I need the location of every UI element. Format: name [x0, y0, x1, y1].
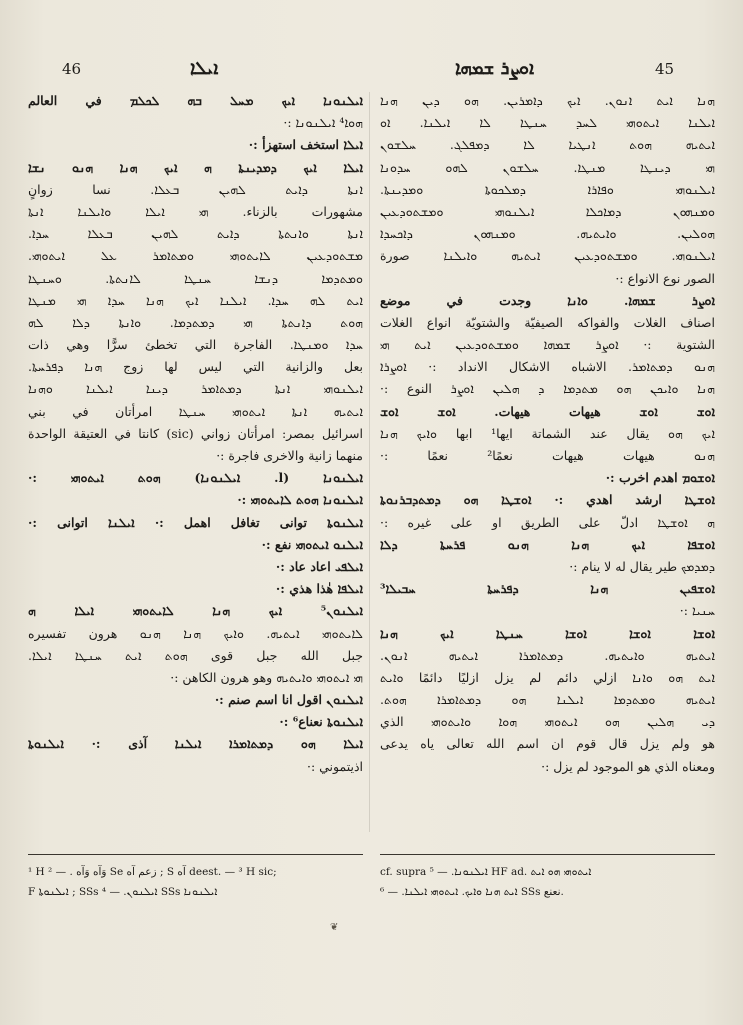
text-line: ܗܘܬ ܕܐܢܬܬܐ ܗܝ ܕܡܬܕܡܐ. ܘܐܢܬܐ ܕܠܐ ܠܗ	[28, 314, 363, 330]
text-line: ܐܝܠܢܘܬܐ توانى تغافل اهمل :· ܐܝܠܢܐ اتوانى :·	[28, 514, 363, 530]
text-line: ܐܝܠܐ استخف استهزأ :·	[248, 137, 363, 153]
text-line: ܗ ܐܘܫܛܐ ادلّ على الطريق او على غيره :·	[380, 514, 715, 530]
text-line: مشهورات بالزناء. ܗܝ ܐܝܠܐ ܘܐܝܠܢܐ ܐܢܬܐ	[28, 203, 363, 219]
text-line: الصور نوع الانواع :·	[615, 270, 715, 286]
text-line: ܐܘܫܛܐ ارشد اهدي :· ܐܘܫܛܐ ܗܘ ܕܡܬܕܒܪܢܘܬܐ	[380, 492, 715, 508]
footnotes-left	[28, 862, 363, 902]
text-line: بعل والزانية التي ليس لها زوج ܗܢܐ ܕܦܪܚܬܐ.	[28, 359, 363, 375]
text-line: ܐܝܠܢܘܗܝ ܘܦܐܪܐ ܕܡܠܟܘܬܐ ܘܡܕܝܢܬܐ.	[380, 181, 715, 197]
footnotes-right	[380, 862, 715, 902]
text-line: ܐܝܠܐ ܐܝܟ ܕܡܕܝܢܬܐ ܗ ܐܝܟ ܗܢܐ ܗܢܘ ܢܫܐ	[28, 159, 363, 175]
text-line: ܐܘܫܦܝܢ ܗܢܐ ܕܦܪܚܬܐ ܚܒܝܠܐ³	[380, 581, 715, 597]
text-line: اسرائيل بمصر: امرأتان زواني (sic) كانتا في العتيقة الواحدة	[28, 425, 363, 441]
text-line: ܕܝ ܗܠܝܢ ܗܘ ܐܝܬܘܗܝ ܗܘܐ ܘܐܝܬܘܗܝ الذي	[380, 714, 715, 730]
text-line: ܐܝܠܢܘܢܐ ܐܝܟ ܡܚܠ ܒܗ ܠܟܠܡ في العالم	[28, 93, 363, 108]
text-line: ܐܝܠܢܘ ܐܝܬܘܗܝ نفع :·	[261, 536, 363, 552]
text-line: ܠܐܝܬܘܗܝ ܐܝܬܝܗ. ܘܐܝܟ ܗܢܐ ܗܢܘ هرون تفسيره	[28, 625, 363, 641]
footnote-line: ܐܝܬ ܗܢܐ ܘܐܝܟ. ܐܝܬܘܗܝ ܐܝܠܢܐ. — ⁶ SSs نعنع.	[380, 886, 564, 898]
text-line: ܐܝܠܢܐ ܐܝܬܘܗܝ ܠܚܕ ܚܢܛܐ ܠܐ ܐܝܠܢܐ. ܐܘ	[380, 115, 715, 131]
text-line: ܐܘܫܘܡ اهدم اخرب :·	[605, 470, 715, 486]
text-line: ܐܘܫ ܐܘܫ هيهات هيهات. ܐܘܫ ܐܘܫ	[380, 403, 715, 419]
footnote-rule-left	[28, 854, 363, 855]
text-line: ܘܡܢܗܘܢ ܕܡܐܟܠܐ ܐܝܠܢܘܗܝ ܘܡܫܬܘܕܥܝܢ	[380, 203, 715, 219]
text-line: الشتوية :· ܐܘܨܪ ܫܡܗܐ ܘܡܫܬܘܕܥܝܢ ܐܝܬ ܗܝ	[380, 337, 715, 353]
text-line: ܚܢܝܐ :·	[679, 603, 715, 619]
footnote-rule-right	[380, 854, 715, 855]
footnote-line: ¹ H وَآه وَآه . — ² Se زعم آه ; S آه deest. — ³ H sic;	[28, 866, 277, 878]
text-line: ܗܢܐ ܘܐܝܟܢ ܗܘ ܡܬܕܡܐ ܕ ܗܠܝܢ ܐܘܨܪ النوع :·	[380, 381, 715, 397]
text-line: ܚܕܐ ܘܡܢܛܐ. الفاجرة التي تخطئ سرًّا وهي ذات	[28, 337, 363, 353]
running-head-left: ܐܝܠܐ	[190, 58, 219, 79]
text-line: ܐܝܠܐ ܗܘ ܕܡܬܐܡܪܐ ܐܝܠܢܐ آذى :· ܐܝܠܢܘܬܐ	[28, 736, 363, 752]
text-line: ܐܝܠܢܘܢܐ (l. ܐܝܠܢܘܢܐ) ܗܘܬ ܐܝܬܘܗܝ :·	[28, 470, 363, 486]
text-line: ܗܘܠܝܢ. ܘܐܝܬܝܗ. ܘܡܢܗܘܢ ܕܐܟܚܕܐ	[380, 226, 715, 242]
text-line: ܐܘܨܪ ܫܡܗܐ. ܘܐܢܐ وجدت في موضع	[380, 292, 715, 308]
text-line: ܗܢܘ هيهات هيهات نعمًا² نعمًا :·	[380, 448, 715, 463]
text-line: ܐܝܠܢܘܢ⁵ ܐܝܟ ܗܢܐ ܠܐܝܬܘܗܝ ܐܝܠܐ ܗ	[28, 603, 363, 619]
text-line: ܐܝܬ ܗܘ ܘܐܢܐ ازلي دائم لم يزل ازليًا دائمًا ܘܐܝܬ	[380, 669, 715, 685]
text-line: ܗܢܐ ܐܝܬ ܐܢܘܢ. ܐܝܟ ܕܐܡܪܝܢ. ܗܘ ܕܝܢ ܗܢܐ	[380, 93, 715, 108]
text-line: ܕܡܕܡܟ طير يقال له لا ينام :·	[569, 558, 715, 574]
text-line: هو ولم يزل قال قوم ان اسم الله تعالى ياه يدعى	[380, 736, 715, 752]
text-line: ܐܢܬܐ ܕܐܝܬ ܠܗܝܢ ܒܥܠܐ. نسا زوانٍ	[28, 181, 363, 197]
running-head-right: ܐܘܨܪ ܫܡܗܐ	[455, 58, 535, 79]
text-line: ܗܝ ܕܝܢܛܐ ܡܢܛܐ. ܚܠܫܘܢ ܠܗܘ ܚܕܘܢܐ	[380, 159, 715, 175]
text-line: ܐܝܬܝܗ ܐܢܬܐ ܐܝܬܘܗܝ ܚܢܛܐ امرأتان في بني	[28, 403, 363, 419]
right-column	[380, 90, 715, 778]
footnote-line: F ܐܝܠܢܘܬܐ ; SSs ܐܝܠܢܘܢ. — ⁴ SSs ܐܝܠܢܘܢܐ	[28, 886, 218, 898]
text-line: ܐܘܫܐ ܐܘܫܐ ܐܘܫܐ ܚܢܛܐ ܐܝܟ ܗܢܐ	[380, 625, 715, 641]
footnote-line: cf. supra ܐܝܠܢܘܢܐ. — ⁵ HF ad. ܐܝܬܘܗܝ ܗܘ ܐܝܬ	[380, 866, 592, 878]
text-line: ܐܝܬ ܠܗ ܚܕܐ. ܐܝܠܢܐ ܐܝܟ ܗܢܐ ܚܕܐ ܗܝ ܡܢܛܐ	[28, 292, 363, 308]
text-line: منهما زانية والاخرى فاجرة :·	[216, 448, 363, 463]
text-line: ܐܝܠܢܘܬܐ نعناع⁶ :·	[279, 714, 363, 730]
text-line: ܗܢܘ ܕܡܬܐܡܪ. الاشباه الاشكال الانداد :· ܐܘܨܪܐ	[380, 359, 715, 375]
text-line: ܐܘܫܦܐ ܐܝܟ ܗܢܐ ܗܢܘ ܦܪܚܬܐ ܕܠܐ	[380, 536, 715, 552]
text-line: جبل الله جبل قوى ܗܘܬ ܐܝܬ ܚܢܛܐ ܐܝܠܐ.	[28, 647, 363, 663]
text-line: ܗܘܐ⁴ ܐܝܠܢܘܢܐ :·	[283, 115, 363, 131]
text-line: ܐܝܠܢܘܗܝ ܐܢܬܐ ܕܡܬܐܡܪ ܕܝܢܐ ܐܝܠܢܐ ܘܗܢܐ	[28, 381, 363, 397]
text-line: ܐܝܬܝܗ ܘܡܬܕܡܐ ܐܝܠܢܐ ܗܘ ܕܡܬܐܡܪܐ ܗܘܬ.	[380, 692, 715, 708]
column-separator	[369, 92, 370, 832]
text-line: اذيتموني :·	[306, 758, 363, 774]
text-line: ܐܝܠܢܘܢܐ ܗܘܬ ܠܐܝܬܘܗܝ :·	[237, 492, 363, 508]
left-column	[28, 90, 363, 778]
page-number-left: 46	[62, 60, 82, 78]
text-line: ܐܝܠܦܝ اعاد عاد :·	[275, 558, 363, 574]
text-line: ܐܝܠܢܘܗܝ. ܘܡܫܬܘܕܥܝܢ ܐܝܬܝܗ ܘܐܝܠܢܐ صورة	[380, 248, 715, 264]
text-line: ܐܝܠܢܘܢ اقول انا اسم صنم :·	[214, 692, 363, 708]
text-line: ܡܫܬܘܕܥܝܢ ܠܐܝܬܘܗܝ ܘܡܬܐܡܪ ܥܠ ܐܝܬܘܗܝ.	[28, 248, 363, 264]
text-line: ܐܝܠܦܐ هٰذا هذي :·	[275, 581, 363, 597]
text-line: ܘܡܬܕܡܐ ܕܢܫܐ ܚܢܛܐ ܠܐܢܬܬܐ. ܘܚܢܛܐ	[28, 270, 363, 286]
text-line: ومعناه الذي هو الموجود لم يزل :·	[541, 758, 715, 774]
text-line: ܐܝܟ ܗܘ يقال عند الشماتة ايها¹ ابها ܘܐܝܟ ܗܢܐ	[380, 425, 715, 441]
text-line: ܐܝܬܝܗ ܘܐܝܬܝܗ. ܕܡܬܐܡܪܐ ܐܝܬܝܗ ܐܢܘܢ.	[380, 647, 715, 663]
page-number-right: 45	[655, 60, 675, 78]
text-line: ܐܝܬܝܗ ܗܘܬ ܐܢܛܝܐ ܠܐ ܕܡܦܠܓ. ܚܠܫܘܢ	[380, 137, 715, 153]
text-line: ܐܢܬܐ ܘܐܢܬܬܐ ܕܐܝܬ ܠܗܝܢ ܒܥܠܐ ܚܕܐ.	[28, 226, 363, 242]
text-line: ܗܝ ܐܝܬܘܗܝ ܘܐܝܬܝܗ وهو هرون الكاهن :·	[170, 669, 363, 685]
text-line: اصناف الغلات والفواكه الصيفيّة والشتويّة انواع الغلات	[380, 314, 715, 330]
ornament-mark: ❦	[330, 922, 339, 933]
